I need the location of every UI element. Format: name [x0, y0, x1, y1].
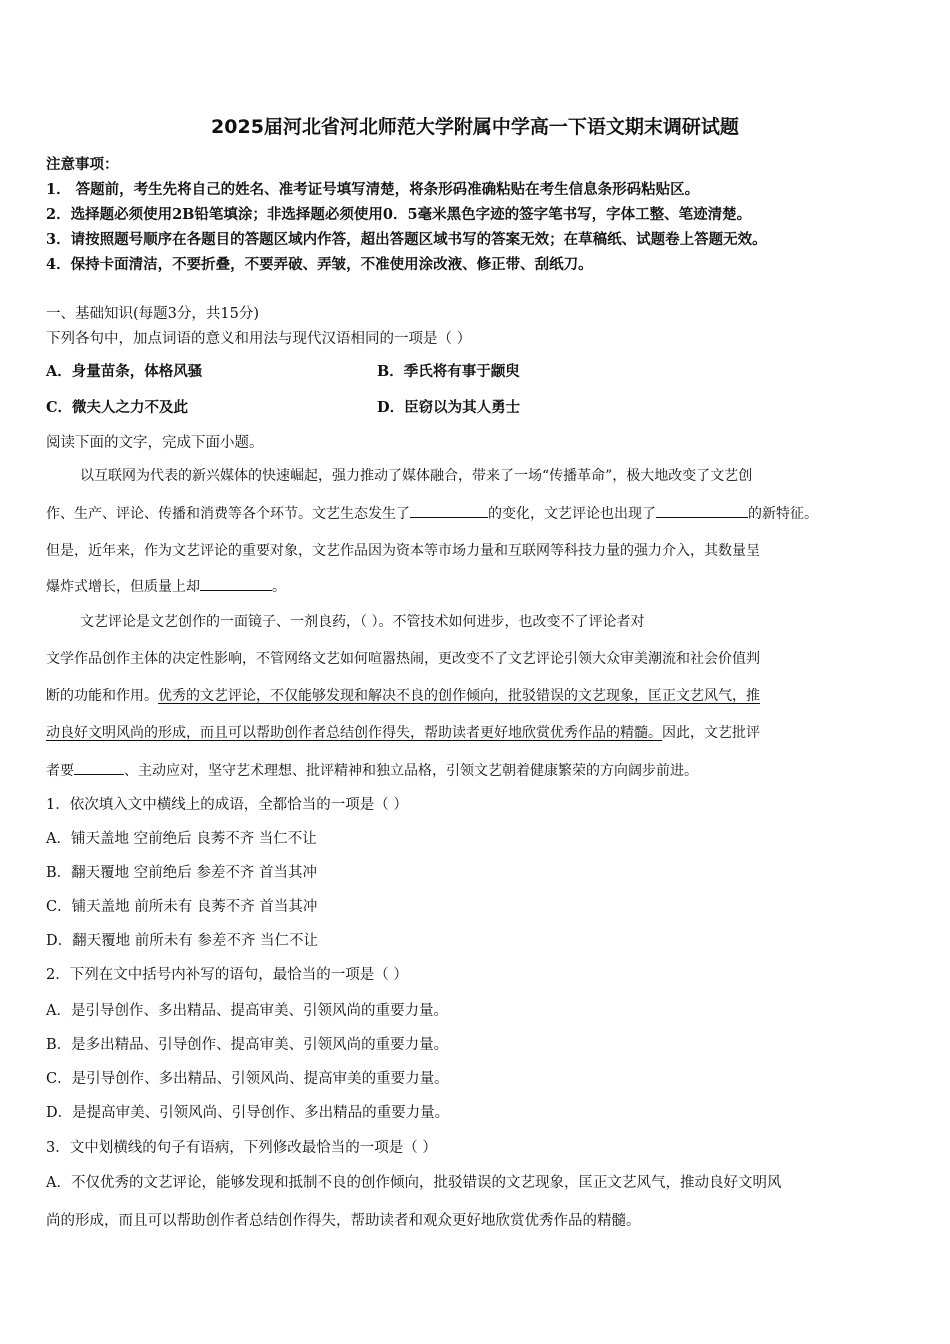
- passage-line: 以互联网为代表的新兴媒体的快速崛起，强力推动了媒体融合，带来了一场“传播革命”，极大地改变了文艺创: [80, 468, 753, 484]
- question-option: D．翻天覆地 前所未有 参差不齐 当仁不让: [46, 933, 318, 949]
- question-stem: 3．文中划横线的句子有语病，下列修改最恰当的一项是（ ）: [46, 1140, 437, 1156]
- underlined-sentence: 优秀的文艺评论，不仅能够发现和解决不良的创作倾向，批驳错误的文艺现象，匡正文艺风气，推: [158, 688, 760, 704]
- passage-text: 。: [272, 579, 286, 595]
- question-option: A．是引导创作、多出精品、提高审美、引领风尚的重要力量。: [46, 1003, 448, 1019]
- fill-blank: [74, 761, 124, 775]
- question-stem: 下列各句中，加点词语的意义和用法与现代汉语相同的一项是（ ）: [46, 331, 472, 347]
- passage-line: [46, 685, 904, 705]
- question-option: B．是多出精品、引导创作、提高审美、引领风尚的重要力量。: [46, 1037, 449, 1053]
- option-a: A．身量苗条，体格风骚: [46, 363, 203, 380]
- passage-text: 、主动应对，坚守艺术理想、批评精神和独立品格，引领文艺朝着健康繁荣的方向阔步前进。: [124, 763, 698, 779]
- passage-text: 因此，文艺批评: [662, 725, 760, 741]
- notice-heading: 注意事项：: [46, 156, 119, 173]
- section-heading: 一、基础知识(每题3分，共15分): [46, 306, 259, 322]
- question-option: C．是引导创作、多出精品、引领风尚、提高审美的重要力量。: [46, 1071, 449, 1087]
- passage-text: 的变化，文艺评论也出现了: [488, 506, 656, 522]
- option-b: B．季氏将有事于颛臾: [377, 363, 520, 380]
- passage-line: 文艺评论是文艺创作的一面镜子、一剂良药，（ ）。不管技术如何进步，也改变不了评论者对: [80, 614, 645, 630]
- notice-item: 2．选择题必须使用2B铅笔填涂；非选择题必须使用0．5毫米黑色字迹的签字笔书写，字体工整、笔迹清楚。: [46, 206, 752, 223]
- question-option: 尚的形成，而且可以帮助创作者总结创作得失，帮助读者和观众更好地欣赏优秀作品的精髓。: [46, 1213, 641, 1229]
- question-option: A．不仅优秀的文艺评论，能够发现和抵制不良的创作倾向，批驳错误的文艺现象，匡正文艺风气，推动良好文明风: [46, 1175, 782, 1191]
- fill-blank: [200, 577, 272, 591]
- option-c: C．微夫人之力不及此: [46, 399, 189, 416]
- passage-text: 爆炸式增长，但质量上却: [46, 579, 200, 595]
- passage-line: [46, 722, 904, 742]
- passage-line: [46, 576, 904, 596]
- passage-text: 断的功能和作用。: [46, 688, 158, 704]
- exam-title: 2025届河北省河北师范大学附属中学高一下语文期末调研试题: [211, 116, 739, 138]
- question-option: C．铺天盖地 前所未有 良莠不齐 首当其冲: [46, 899, 318, 915]
- notice-item: 4．保持卡面清洁，不要折叠，不要弄破、弄皱，不准使用涂改液、修正带、刮纸刀。: [46, 256, 593, 273]
- passage-text: 者要: [46, 763, 74, 779]
- fill-blank: [656, 504, 748, 518]
- question-option: B．翻天覆地 空前绝后 参差不齐 首当其冲: [46, 865, 317, 881]
- notice-item: 1． 答题前，考生先将自己的姓名、准考证号填写清楚，将条形码准确粘贴在考生信息条形码粘贴区。: [46, 181, 700, 198]
- passage-line: 文学作品创作主体的决定性影响，不管网络文艺如何喧嚣热闹，更改变不了文艺评论引领大众审美潮流和社会价值判: [46, 651, 760, 667]
- question-stem: 1．依次填入文中横线上的成语，全都恰当的一项是（ ）: [46, 797, 408, 813]
- passage-text: 的新特征。: [748, 506, 818, 522]
- option-d: D．臣窃以为其人勇士: [377, 399, 521, 416]
- question-option: A．铺天盖地 空前绝后 良莠不齐 当仁不让: [46, 831, 317, 847]
- passage-line: [46, 760, 904, 780]
- passage-line: 但是，近年来，作为文艺评论的重要对象，文艺作品因为资本等市场力量和互联网等科技力量的强力介入，其数量呈: [46, 543, 760, 559]
- notice-item: 3．请按照题号顺序在各题目的答题区域内作答，超出答题区域书写的答案无效；在草稿纸、试题卷上答题无效。: [46, 231, 767, 248]
- passage-text: 作、生产、评论、传播和消费等各个环节。文艺生态发生了: [46, 506, 410, 522]
- underlined-sentence: 动良好文明风尚的形成，而且可以帮助创作者总结创作得失，帮助读者更好地欣赏优秀作品的精髓。: [46, 725, 662, 741]
- reading-intro: 阅读下面的文字，完成下面小题。: [46, 435, 264, 451]
- fill-blank: [410, 504, 488, 518]
- question-stem: 2．下列在文中括号内补写的语句，最恰当的一项是（ ）: [46, 967, 408, 983]
- passage-line: [46, 503, 904, 523]
- question-option: D．是提高审美、引领风尚、引导创作、多出精品的重要力量。: [46, 1105, 450, 1121]
